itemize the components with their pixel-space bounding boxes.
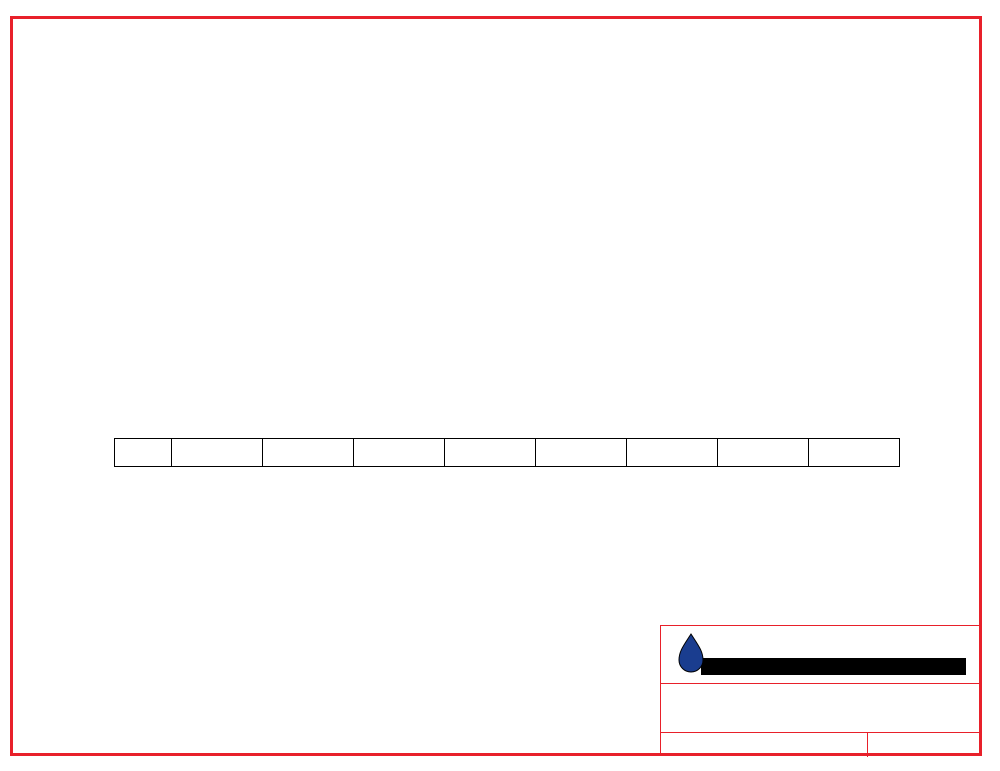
title-block-divider: [661, 683, 982, 684]
column-header: [809, 439, 900, 467]
column-header: [445, 439, 536, 467]
dimension-table: [114, 438, 900, 467]
column-header: [627, 439, 718, 467]
column-header: [172, 439, 263, 467]
column-header: [536, 439, 627, 467]
title-block-divider: [661, 732, 982, 733]
company-logo: [669, 630, 969, 680]
title-block: [660, 625, 982, 756]
water-drop-icon: [679, 634, 703, 672]
table-corner-cell: [115, 439, 172, 467]
column-header: [354, 439, 445, 467]
table-header-row: [115, 439, 900, 467]
tagline-bar: [701, 658, 966, 675]
column-header: [263, 439, 354, 467]
column-header: [718, 439, 809, 467]
title-block-divider: [867, 732, 868, 757]
